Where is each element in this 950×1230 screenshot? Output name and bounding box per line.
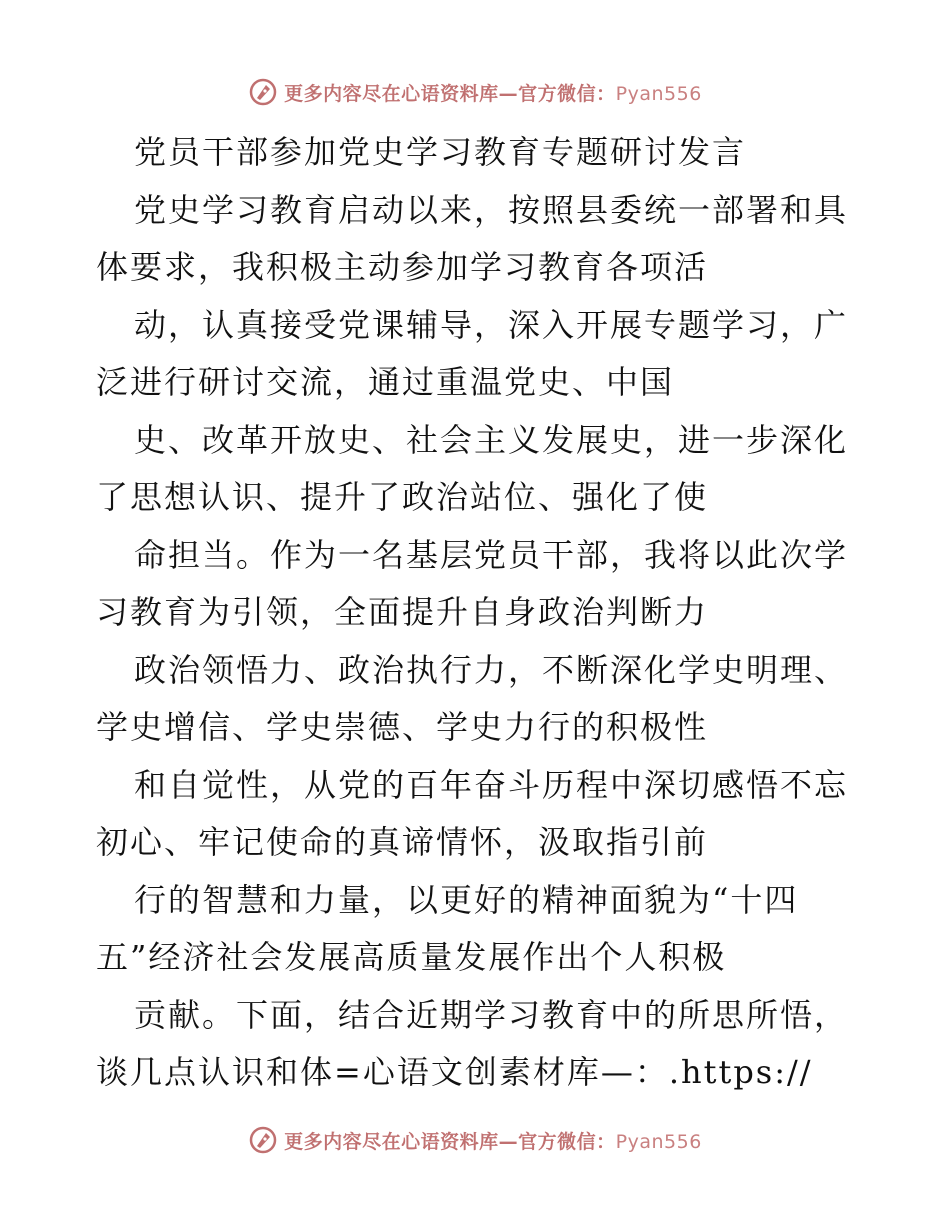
document-title: 党员干部参加党史学习教育专题研讨发言 [134, 133, 747, 171]
footer-watermark [0, 1120, 950, 1160]
watermark-text: 更多内容尽在心语资料库—官方微信：Pyan556 [284, 82, 702, 105]
paragraph-line: 政治领悟力、政治执行力，不断深化学史明理、 [134, 650, 849, 689]
paragraph-line: 习教育为引领，全面提升自身政治判断力 [96, 593, 709, 631]
paragraph-line: 行的智慧和力量，以更好的精神面貌为“十四 [134, 880, 799, 919]
document-body [96, 124, 856, 1102]
pen-nib-logo-icon [248, 1125, 278, 1155]
paragraph-line: 谈几点认识和体=心语文创素材库—：.https:// [96, 1053, 813, 1091]
paragraph-line: 了思想认识、提升了政治站位、强化了使 [96, 478, 709, 516]
watermark-text: 更多内容尽在心语资料库—官方微信：Pyan556 [284, 1130, 702, 1153]
paragraph-line: 五”经济社会发展高质量发展作出个人积极 [96, 938, 727, 976]
paragraph-line: 初心、牢记使命的真谛情怀，汲取指引前 [96, 823, 709, 861]
paragraph-line: 贡献。下面，结合近期学习教育中的所思所悟， [134, 995, 849, 1034]
pen-nib-logo-icon [248, 77, 278, 107]
wechat-id: Pyan556 [615, 1130, 702, 1153]
paragraph-line: 体要求，我积极主动参加学习教育各项活 [96, 248, 709, 286]
paragraph-line: 史、改革开放史、社会主义发展史，进一步深化 [134, 420, 849, 459]
header-watermark [0, 72, 950, 112]
paragraph-line: 泛进行研讨交流，通过重温党史、中国 [96, 363, 675, 401]
paragraph-line: 命担当。作为一名基层党员干部，我将以此次学 [134, 535, 849, 574]
paragraph-line: 动，认真接受党课辅导，深入开展专题学习，广 [134, 305, 849, 344]
paragraph-line: 党史学习教育启动以来，按照县委统一部署和具 [134, 190, 849, 229]
paragraph-line: 学史增信、学史崇德、学史力行的积极性 [96, 708, 709, 746]
wechat-id: Pyan556 [615, 82, 702, 105]
paragraph-line: 和自觉性，从党的百年奋斗历程中深切感悟不忘 [134, 765, 849, 804]
